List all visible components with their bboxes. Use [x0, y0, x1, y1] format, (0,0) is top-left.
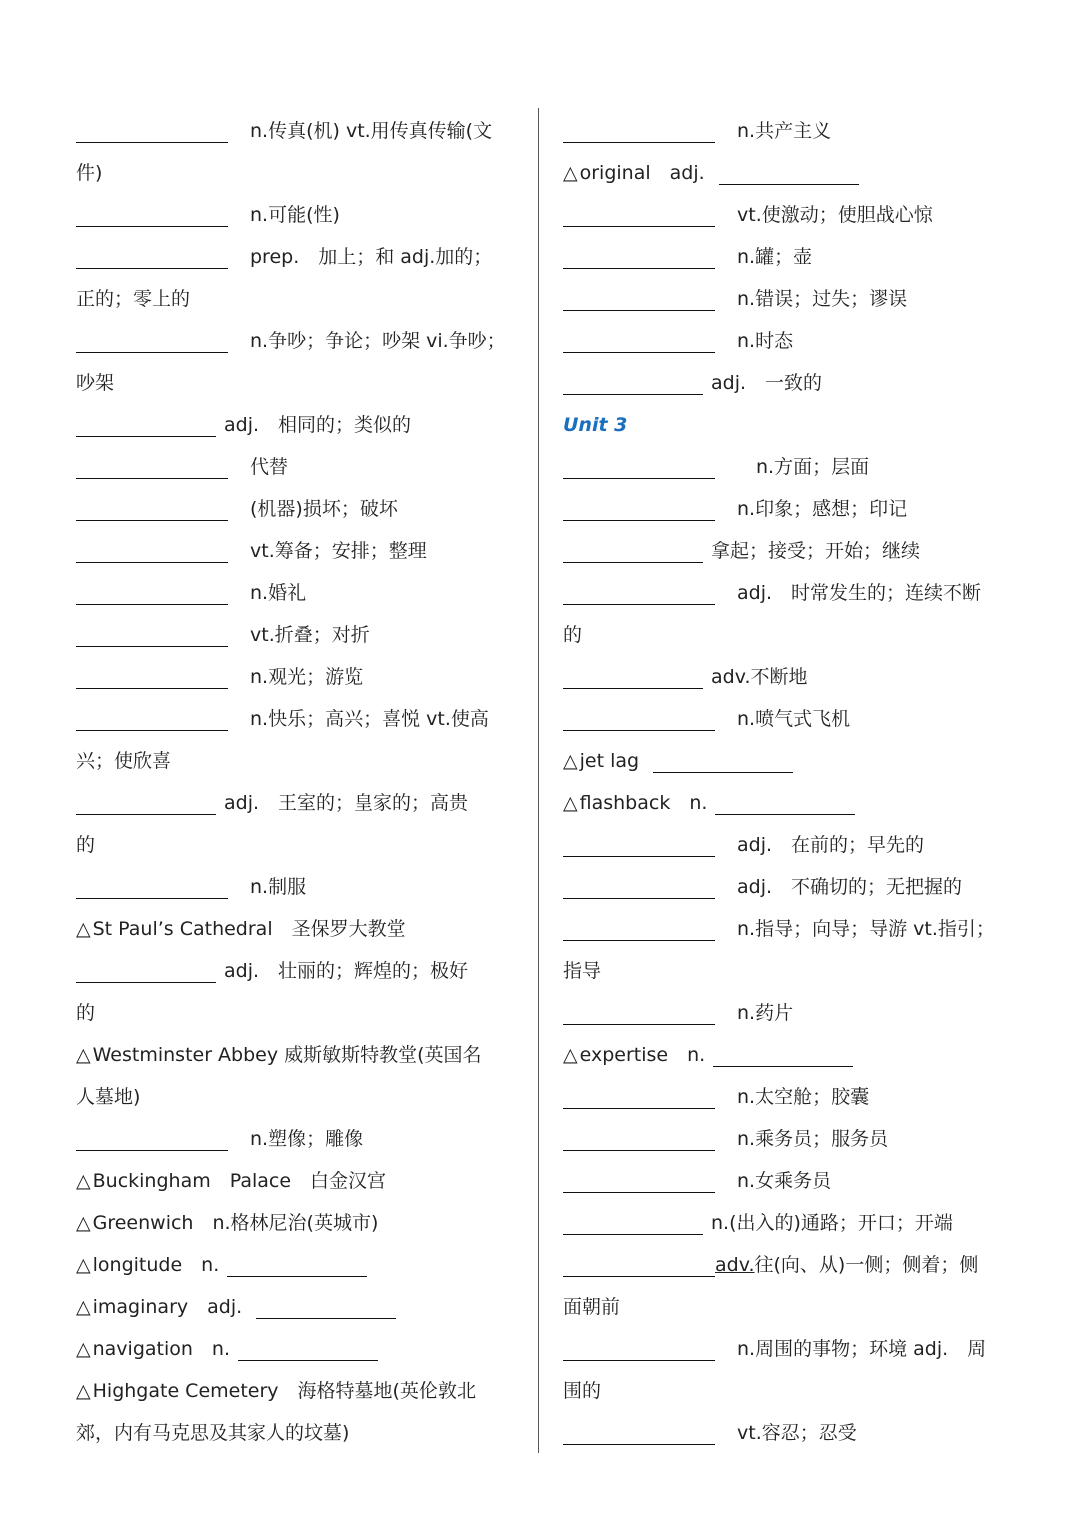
vocab-row [76, 908, 520, 950]
vocab-row [563, 782, 1008, 824]
definition-continuation: 件) [76, 162, 103, 184]
definition-continuation: 的 [76, 834, 96, 856]
vocab-row [76, 950, 520, 992]
answer-blank[interactable] [563, 288, 715, 311]
answer-blank[interactable] [563, 540, 703, 563]
vocab-row [76, 1244, 520, 1286]
answer-blank[interactable] [76, 414, 216, 437]
answer-blank[interactable] [256, 1296, 396, 1319]
answer-blank[interactable] [76, 960, 216, 983]
definition-continuation: 的 [76, 1002, 96, 1024]
definition-text: adj. 在前的；早先的 [737, 834, 925, 856]
definition-continuation: 围的 [563, 1380, 602, 1402]
definition-text: n.方面；层面 [737, 456, 870, 478]
answer-blank[interactable] [563, 1212, 703, 1235]
term-text: Westminster Abbey 威斯敏斯特教堂(英国名 [92, 1044, 482, 1066]
definition-continuation: 的 [563, 624, 583, 646]
definition-text: adj. 一致的 [711, 372, 823, 394]
vocab-row [76, 1328, 520, 1370]
vocab-row [76, 1412, 520, 1454]
answer-blank[interactable] [238, 1338, 378, 1361]
term-text: St Paul’s Cathedral 圣保罗大教堂 [92, 918, 406, 940]
definition-text: n.错误；过失；谬误 [737, 288, 908, 310]
answer-blank[interactable] [563, 918, 715, 941]
vocab-row [76, 110, 520, 152]
definition-text: adj. 时常发生的；连续不断 [737, 582, 982, 604]
answer-blank[interactable] [76, 246, 228, 269]
definition-continuation: 兴；使欣喜 [76, 750, 172, 772]
definition-text: n.时态 [737, 330, 794, 352]
triangle-icon: △ [76, 1170, 91, 1192]
term-text: Highgate Cemetery 海格特墓地(英伦敦北 [92, 1380, 476, 1402]
vocab-row [76, 488, 520, 530]
vocab-row [563, 740, 1008, 782]
vocab-row [76, 782, 520, 824]
vocab-row [563, 950, 1008, 992]
answer-blank[interactable] [719, 162, 859, 185]
vocab-row [563, 824, 1008, 866]
column-divider [538, 108, 539, 1453]
definition-text: n.太空舱；胶囊 [737, 1086, 870, 1108]
triangle-icon: △ [76, 1380, 91, 1402]
answer-blank[interactable] [563, 582, 715, 605]
vocab-row [76, 362, 520, 404]
answer-blank[interactable] [76, 624, 228, 647]
vocab-row [76, 1076, 520, 1118]
definition-continuation: 郊，内有马克思及其家人的坟墓) [76, 1422, 350, 1444]
term-text: imaginary adj. [92, 1296, 249, 1318]
definition-text: n.喷气式飞机 [737, 708, 851, 730]
answer-blank[interactable] [715, 792, 855, 815]
definition-text: n.快乐；高兴；喜悦 vt.使高 [250, 708, 489, 730]
definition-text: adj. 相同的；类似的 [224, 414, 412, 436]
vocab-row [76, 152, 520, 194]
definition-text: prep. 加上；和 adj.加的； [250, 246, 493, 268]
vocab-row [563, 908, 1008, 950]
vocab-row [563, 1160, 1008, 1202]
triangle-icon: △ [563, 792, 578, 814]
vocab-row [76, 992, 520, 1034]
triangle-icon: △ [563, 750, 578, 772]
vocab-row [76, 404, 520, 446]
answer-blank[interactable] [76, 330, 228, 353]
answer-blank[interactable] [563, 666, 703, 689]
vocab-row [563, 1328, 1008, 1370]
vocab-row [76, 194, 520, 236]
answer-blank[interactable] [563, 1128, 715, 1151]
definition-text: 拿起；接受；开始；继续 [711, 540, 921, 562]
answer-blank[interactable] [563, 1170, 715, 1193]
definition-text: n.观光；游览 [250, 666, 364, 688]
triangle-icon: △ [563, 1044, 578, 1066]
vocab-row [76, 1160, 520, 1202]
triangle-icon: △ [76, 1296, 91, 1318]
vocab-row [76, 656, 520, 698]
definition-text: n.周围的事物；环境 adj. 周 [737, 1338, 987, 1360]
vocab-row [563, 110, 1008, 152]
vocab-row [563, 1034, 1008, 1076]
definition-text: vt.使激动；使胆战心惊 [737, 204, 933, 226]
answer-blank[interactable] [713, 1044, 853, 1067]
definition-text: n.共产主义 [737, 120, 832, 142]
vocab-row [76, 530, 520, 572]
answer-blank[interactable] [563, 1086, 715, 1109]
vocab-row [563, 656, 1008, 698]
answer-blank[interactable] [76, 498, 228, 521]
definition-text: n.争吵；争论；吵架 vi.争吵； [250, 330, 506, 352]
definition-text: vt.折叠；对折 [250, 624, 370, 646]
answer-blank[interactable] [563, 498, 715, 521]
vocab-row [76, 698, 520, 740]
triangle-icon: △ [76, 1338, 91, 1360]
vocab-row [563, 866, 1008, 908]
vocab-row [563, 992, 1008, 1034]
answer-blank[interactable] [76, 666, 228, 689]
vocab-row [563, 152, 1008, 194]
answer-blank[interactable] [563, 834, 715, 857]
vocab-row [563, 614, 1008, 656]
vocab-row [563, 1412, 1008, 1454]
definition-text: n.(出入的)通路；开口；开端 [711, 1212, 953, 1234]
vocab-row [76, 236, 520, 278]
definition-text: n.女乘务员 [737, 1170, 832, 1192]
answer-blank[interactable] [563, 456, 715, 479]
vocab-row [563, 1118, 1008, 1160]
vocab-row [76, 1118, 520, 1160]
vocab-row [563, 362, 1008, 404]
definition-text: vt.容忍；忍受 [737, 1422, 857, 1444]
vocab-row [563, 488, 1008, 530]
definition-text: n.传真(机) vt.用传真传输(文 [250, 120, 493, 142]
triangle-icon: △ [76, 1044, 91, 1066]
answer-blank[interactable] [563, 1338, 715, 1361]
definition-text: n.药片 [737, 1002, 794, 1024]
definition-continuation: 面朝前 [563, 1296, 621, 1318]
vocab-row [76, 320, 520, 362]
vocab-row [76, 1034, 520, 1076]
answer-blank[interactable] [563, 246, 715, 269]
definition-text: n.乘务员；服务员 [737, 1128, 889, 1150]
answer-blank[interactable] [76, 120, 228, 143]
triangle-icon: △ [563, 162, 578, 184]
answer-blank[interactable] [76, 540, 228, 563]
vocab-row [76, 446, 520, 488]
definition-continuation: 正的；零上的 [76, 288, 191, 310]
vocab-row [563, 446, 1008, 488]
vocab-row [563, 320, 1008, 362]
vocab-row [563, 236, 1008, 278]
answer-blank[interactable] [227, 1254, 367, 1277]
term-text: Greenwich n.格林尼治(英城市) [92, 1212, 379, 1234]
vocab-row [563, 530, 1008, 572]
triangle-icon: △ [76, 1254, 91, 1276]
answer-blank[interactable] [563, 120, 715, 143]
answer-blank[interactable] [563, 204, 715, 227]
term-text: Buckingham Palace 白金汉宫 [92, 1170, 387, 1192]
answer-blank[interactable] [76, 204, 228, 227]
term-text: flashback n. [579, 792, 708, 814]
definition-text: n.制服 [250, 876, 307, 898]
definition-text: 往(向、从)一侧；侧着；侧 [754, 1254, 979, 1276]
triangle-icon: △ [76, 1212, 91, 1234]
term-text: navigation n. [92, 1338, 231, 1360]
answer-blank[interactable] [76, 876, 228, 899]
vocab-row [563, 1370, 1008, 1412]
vocab-row [563, 194, 1008, 236]
left-column [76, 110, 520, 1454]
answer-blank[interactable] [76, 582, 228, 605]
answer-blank[interactable] [563, 876, 715, 899]
vocab-row [563, 572, 1008, 614]
answer-blank[interactable] [563, 1002, 715, 1025]
vocab-row [76, 1286, 520, 1328]
definition-continuation: 吵架 [76, 372, 115, 394]
unit-heading: Unit 3 [563, 414, 628, 436]
answer-blank[interactable] [76, 456, 228, 479]
vocab-row [563, 1286, 1008, 1328]
right-column [563, 110, 1008, 1454]
vocab-row [563, 698, 1008, 740]
vocab-row [76, 614, 520, 656]
answer-blank[interactable] [653, 750, 793, 773]
vocab-row [563, 1076, 1008, 1118]
vocab-row [563, 404, 1008, 446]
answer-blank[interactable] [563, 1254, 715, 1277]
definition-text: n.婚礼 [250, 582, 307, 604]
answer-blank[interactable] [563, 372, 703, 395]
term-text: original adj. [579, 162, 711, 184]
term-text: jet lag [579, 750, 646, 772]
definition-text: 代替 [250, 456, 289, 478]
vocab-row [563, 278, 1008, 320]
definition-text: adj. 不确切的；无把握的 [737, 876, 963, 898]
vocab-row [76, 866, 520, 908]
definition-continuation: 人墓地) [76, 1086, 141, 1108]
answer-blank[interactable] [76, 708, 228, 731]
triangle-icon: △ [76, 918, 91, 940]
definition-text: n.塑像；雕像 [250, 1128, 364, 1150]
answer-blank[interactable] [563, 708, 715, 731]
answer-blank[interactable] [563, 1422, 715, 1445]
definition-text: adj. 壮丽的；辉煌的；极好 [224, 960, 469, 982]
definition-text: n.可能(性) [250, 204, 340, 226]
definition-text: adv.不断地 [711, 666, 808, 688]
answer-blank[interactable] [563, 330, 715, 353]
definition-text: n.印象；感想；印记 [737, 498, 908, 520]
definition-text: n.罐；壶 [737, 246, 813, 268]
answer-blank[interactable] [76, 1128, 228, 1151]
vocab-row [76, 740, 520, 782]
pos-label: adv. [715, 1254, 755, 1276]
vocab-row [76, 1202, 520, 1244]
definition-text: adj. 王室的；皇家的；高贵 [224, 792, 469, 814]
definition-text: n.指导；向导；导游 vt.指引； [737, 918, 995, 940]
vocab-row [76, 278, 520, 320]
definition-continuation: 指导 [563, 960, 602, 982]
vocab-row [76, 1370, 520, 1412]
vocab-row [563, 1202, 1008, 1244]
definition-text: vt.筹备；安排；整理 [250, 540, 427, 562]
definition-text: (机器)损坏；破坏 [250, 498, 398, 520]
answer-blank[interactable] [76, 792, 216, 815]
term-text: expertise n. [579, 1044, 706, 1066]
vocab-row [76, 824, 520, 866]
vocab-row [563, 1244, 1008, 1286]
term-text: longitude n. [92, 1254, 220, 1276]
vocab-row [76, 572, 520, 614]
